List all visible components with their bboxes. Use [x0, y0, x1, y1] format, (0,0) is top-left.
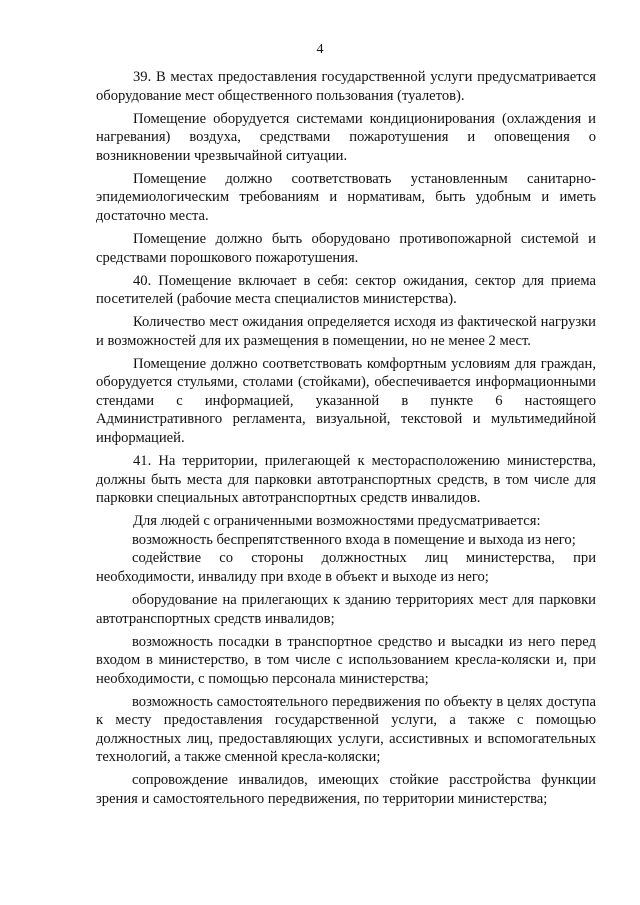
- list-item-independent-movement: возможность самостоятельного передвижения по объекту в целях доступа к месту предоставления государственной услуги, а также с помощью должностных лиц, предоставляющих услуги, ассистивных и вспомогательных технологий, а также сменной кресла-коляски;: [96, 693, 596, 766]
- paragraph-comfort-conditions: Помещение должно соответствовать комфортным условиям для граждан, оборудуется стульями, столами (стойками), обеспечивается информационными стендами с информацией, указанной в пункте 6 настоящего Административного регламента, визуальной, текстовой и мультимедийной информацией.: [96, 355, 596, 447]
- page-number: 4: [316, 42, 324, 57]
- list-item-official-assistance: содействие со стороны должностных лиц министерства, при необходимости, инвалиду при входе в объект и выходе из него;: [96, 550, 596, 585]
- list-item-vehicle-boarding: возможность посадки в транспортное средство и высадки из него перед входом в министерство, в том числе с использованием кресла-коляски и, при необходимости, с помощью персонала министерства;: [96, 633, 596, 687]
- paragraph-waiting-places: Количество мест ожидания определяется исходя из фактической нагрузки и возможностей для их размещения в помещении, но не менее 2 мест.: [96, 314, 596, 349]
- paragraph-sanitary-requirements: Помещение должно соответствовать установленным санитарно-эпидемиологическим требованиям и нормативам, быть удобным и иметь достаточно места.: [96, 170, 596, 224]
- paragraph-39-restrooms: 39. В местах предоставления государственной услуги предусматривается оборудование мест общественного пользования (туалетов).: [96, 69, 596, 104]
- document-body: [96, 68, 596, 813]
- paragraph-41-parking: 41. На территории, прилегающей к месторасположению министерства, должны быть места для парковки автотранспортных средств, в том числе для парковки специальных автотранспортных средств инвалидов.: [96, 453, 596, 507]
- paragraph-40-sectors: 40. Помещение включает в себя: сектор ожидания, сектор для приема посетителей (рабочие места специалистов министерства).: [96, 272, 596, 308]
- paragraph-air-conditioning: Помещение оборудуется системами кондиционирования (охлаждения и нагревания) воздуха, средствами пожаротушения и оповещения о возникновении чрезвычайной ситуации.: [96, 110, 596, 164]
- paragraph-fire-protection: Помещение должно быть оборудовано противопожарной системой и средствами порошкового пожаротушения.: [96, 230, 596, 266]
- paragraph-disabilities-intro: Для людей с ограниченными возможностями предусматривается:: [133, 513, 541, 530]
- list-item-entrance-access: возможность беспрепятственного входа в помещение и выхода из него;: [132, 531, 576, 548]
- list-item-parking-equipment: оборудование на прилегающих к зданию территориях мест для парковки автотранспортных средств инвалидов;: [96, 591, 596, 627]
- list-item-escort: сопровождение инвалидов, имеющих стойкие расстройства функции зрения и самостоятельного передвижения, по территории министерства;: [96, 772, 596, 808]
